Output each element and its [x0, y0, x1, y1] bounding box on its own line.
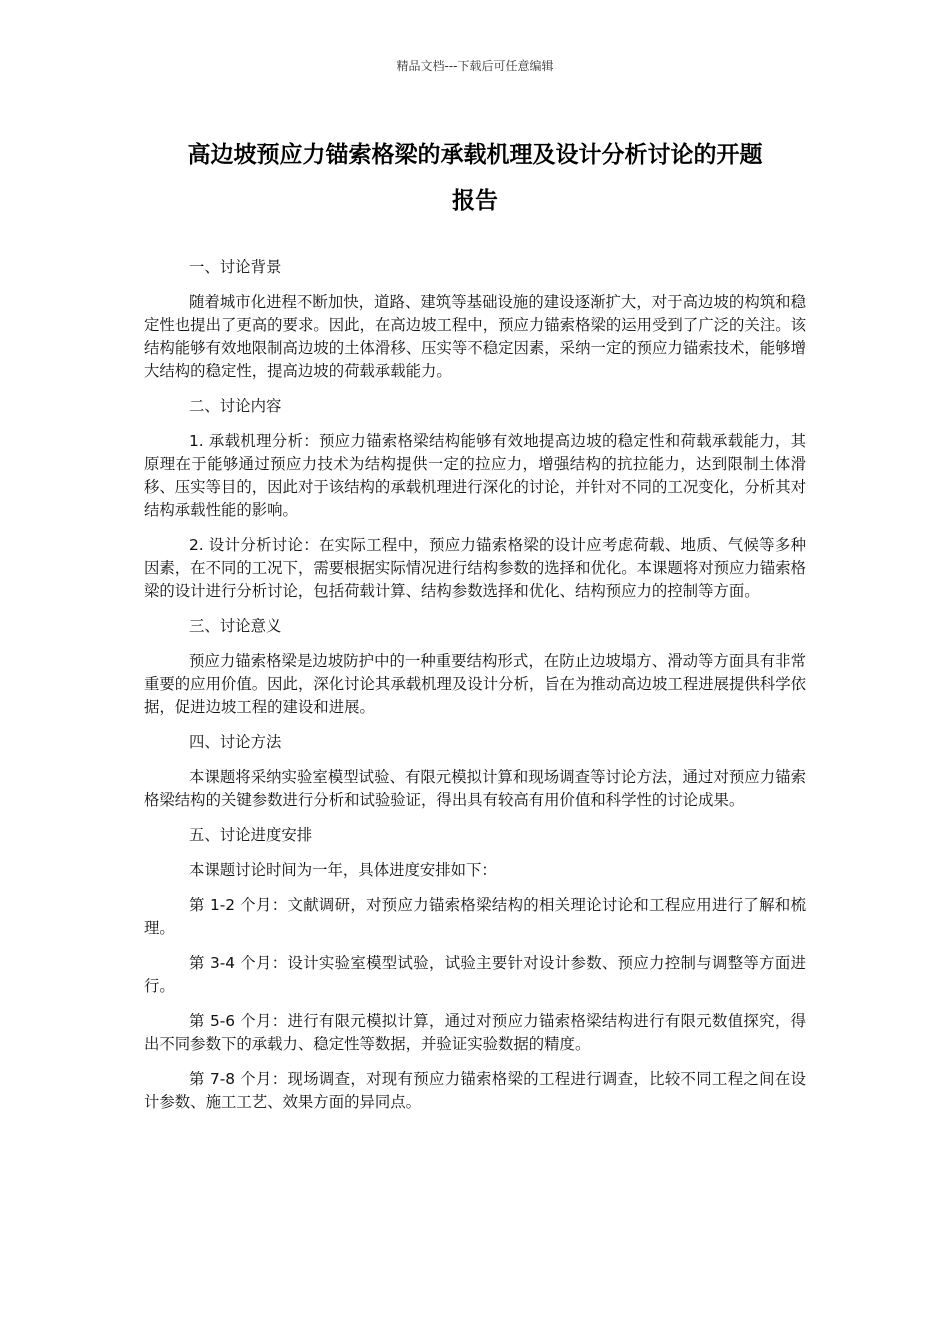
- paragraph-significance: 预应力锚索格梁是边坡防护中的一种重要结构形式，在防止边坡塌方、滑动等方面具有非常重要的应用价值。因此，深化讨论其承载机理及设计分析，旨在为推动高边坡工程进展提供科学依据，促进边坡工程的建设和进展。: [144, 652, 806, 716]
- title-line-1: 高边坡预应力锚索格梁的承载机理及设计分析讨论的开题: [187, 142, 763, 168]
- paragraph-method: 本课题将采纳实验室模型试验、有限元模拟计算和现场调查等讨论方法，通过对预应力锚索格梁结构的关键参数进行分析和试验验证，得出具有较高有用价值和科学性的讨论成果。: [144, 768, 806, 809]
- section-heading-schedule: 五、讨论进度安排: [189, 826, 313, 844]
- section-heading-significance: 三、讨论意义: [189, 617, 282, 635]
- section-heading-content: 二、讨论内容: [189, 397, 282, 415]
- paragraph-schedule-intro: 本课题讨论时间为一年，具体进度安排如下：: [189, 861, 497, 879]
- schedule-item-3-4: 第 3-4 个月：设计实验室模型试验，试验主要针对设计参数、预应力控制与调整等方面进行。: [144, 954, 806, 995]
- document-body: [144, 256, 806, 1126]
- paragraph-mechanism-analysis: 1. 承载机理分析：预应力锚索格梁结构能够有效地提高边坡的稳定性和荷载承载能力，其原理在于能够通过预应力技术为结构提供一定的拉应力，增强结构的抗拉能力，达到限制土体滑移、压实等目的，因此对于该结构的承载机理进行深化的讨论，并针对不同的工况变化，分析其对结构承载性能的影响。: [144, 432, 806, 519]
- schedule-item-7-8: 第 7-8 个月：现场调查，对现有预应力锚索格梁的工程进行调查，比较不同工程之间在设计参数、施工工艺、效果方面的异同点。: [144, 1070, 806, 1111]
- document-title: [140, 132, 810, 224]
- paragraph-design-analysis: 2. 设计分析讨论：在实际工程中，预应力锚索格梁的设计应考虑荷载、地质、气候等多种因素，在不同的工况下，需要根据实际情况进行结构参数的选择和优化。本课题将对预应力锚索格梁的设计进行分析讨论，包括荷载计算、结构参数选择和优化、结构预应力的控制等方面。: [144, 536, 806, 600]
- schedule-item-5-6: 第 5-6 个月：进行有限元模拟计算，通过对预应力锚索格梁结构进行有限元数值探究，得出不同参数下的承载力、稳定性等数据，并验证实验数据的精度。: [144, 1012, 806, 1053]
- schedule-item-1-2: 第 1-2 个月：文献调研，对预应力锚索格梁结构的相关理论讨论和工程应用进行了解和梳理。: [144, 896, 806, 937]
- paragraph-background: 随着城市化进程不断加快，道路、建筑等基础设施的建设逐渐扩大，对于高边坡的构筑和稳定性也提出了更高的要求。因此，在高边坡工程中，预应力锚索格梁的运用受到了广泛的关注。该结构能够有效地限制高边坡的土体滑移、压实等不稳定因素，采纳一定的预应力锚索技术，能够增大结构的稳定性，提高边坡的荷载承载能力。: [144, 293, 806, 380]
- page-header: 精品文档---下载后可任意编辑: [396, 59, 554, 73]
- section-heading-background: 一、讨论背景: [189, 258, 282, 276]
- title-line-2: 报告: [452, 188, 498, 214]
- section-heading-method: 四、讨论方法: [189, 733, 282, 751]
